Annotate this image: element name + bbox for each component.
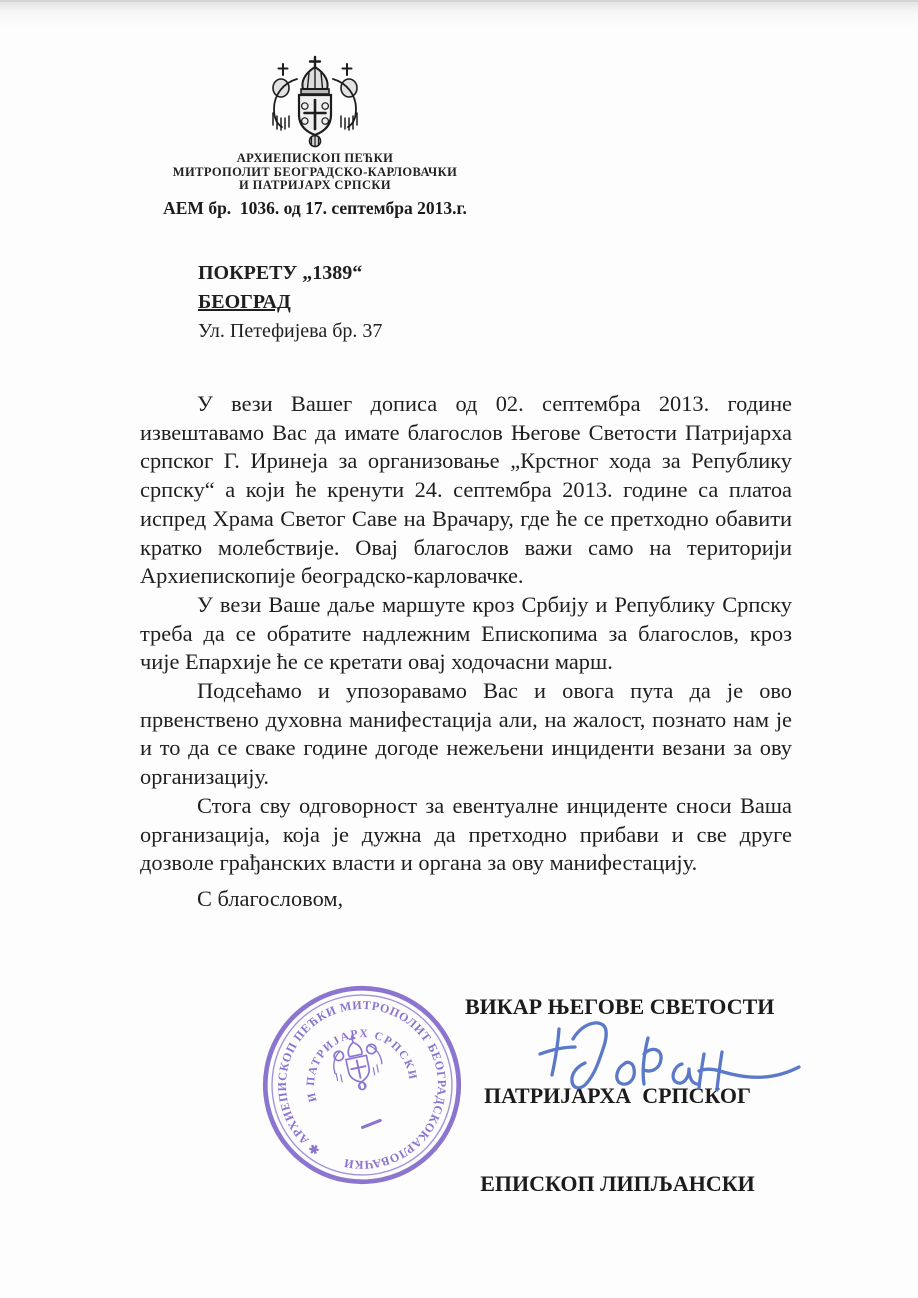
paragraph: Стога сву одговорност за евентуалне инциденте сноси Ваша организација, која је дужна да претходно прибави и све друге дозволе грађанских власти и органа за ову манифестацију. <box>140 792 792 876</box>
letter-body <box>140 390 792 914</box>
signatory-title-line: ВИКАР ЊЕГОВЕ СВЕТОСТИ <box>465 994 775 1019</box>
signatory-title-line: ПАТРИЈАРХА СРПСКОГ <box>483 1082 752 1108</box>
letterhead-line: АРХИЕПИСКОП ПЕЋКИ <box>236 151 394 165</box>
recipient-city: БЕОГРАД <box>198 291 291 313</box>
paragraph: Подсећамо и упозоравамо Вас и овога пута да је ово првенствено духовна манифестација али, на жалост, познато нам је и то да се сваке године догоде нежељени инциденти везани за ову организацију. <box>140 678 792 790</box>
letterhead-line: И ПАТРИЈАРХ СРПСКИ <box>239 178 391 192</box>
scan-edge-artifact <box>0 0 918 28</box>
letterhead <box>140 55 490 218</box>
paragraph: У вези Вашег дописа од 02. септембра 2013. године извештавамо Вас да имате благослов Његове Светости Патријарха српског Г. Иринеја за организовање „Крстног хода за Републику српску“ а који ће кренути 24. септембра 2013. године са платоа испред Храма Светог Саве на Врачару, где ће се претходно обавити кратко молебствије. Овај благослов важи само на територији Архиепископије београдско-карловачке. <box>140 391 792 589</box>
letterhead-line: МИТРОПОЛИТ БЕОГРАДСКО-КАРЛОВАЧКИ <box>172 164 458 179</box>
svg-text:✱ АРХИЕПИСКОП ПЕЋКИ МИТРОПОЛИТ <box>259 982 465 1188</box>
recipient-name: ПОКРЕТУ „1389“ <box>198 262 363 284</box>
paragraph: У вези Ваше даље маршуте кроз Србију и Републику Српску треба да се обратите надлежним Епископима за благослов, кроз чије Епархије ће се кретати овај ходочасни марш. <box>140 591 792 675</box>
handwritten-signature <box>538 1016 802 1100</box>
stamp-outer-text: ✱ АРХИЕПИСКОП ПЕЋКИ МИТРОПОЛИТ БЕОГРАДСКОКАРЛОВАЧКИ <box>274 997 450 1172</box>
stamp-inner-text: И ПАТРИЈАРХ СРПСКИ <box>304 1027 419 1104</box>
patriarchate-coat-of-arms-icon <box>259 55 371 149</box>
closing-salutation: С благословом, <box>197 885 344 911</box>
recipient-block <box>198 259 382 346</box>
official-round-stamp <box>258 981 466 1189</box>
signatory-title-line: ЕПИСКОП ЛИПЉАНСКИ <box>480 1171 755 1196</box>
recipient-street: Ул. Петефијева бр. 37 <box>198 320 383 342</box>
protocol-number: АЕМ бр. 1036. од 17. септембра 2013.г. <box>163 197 467 218</box>
